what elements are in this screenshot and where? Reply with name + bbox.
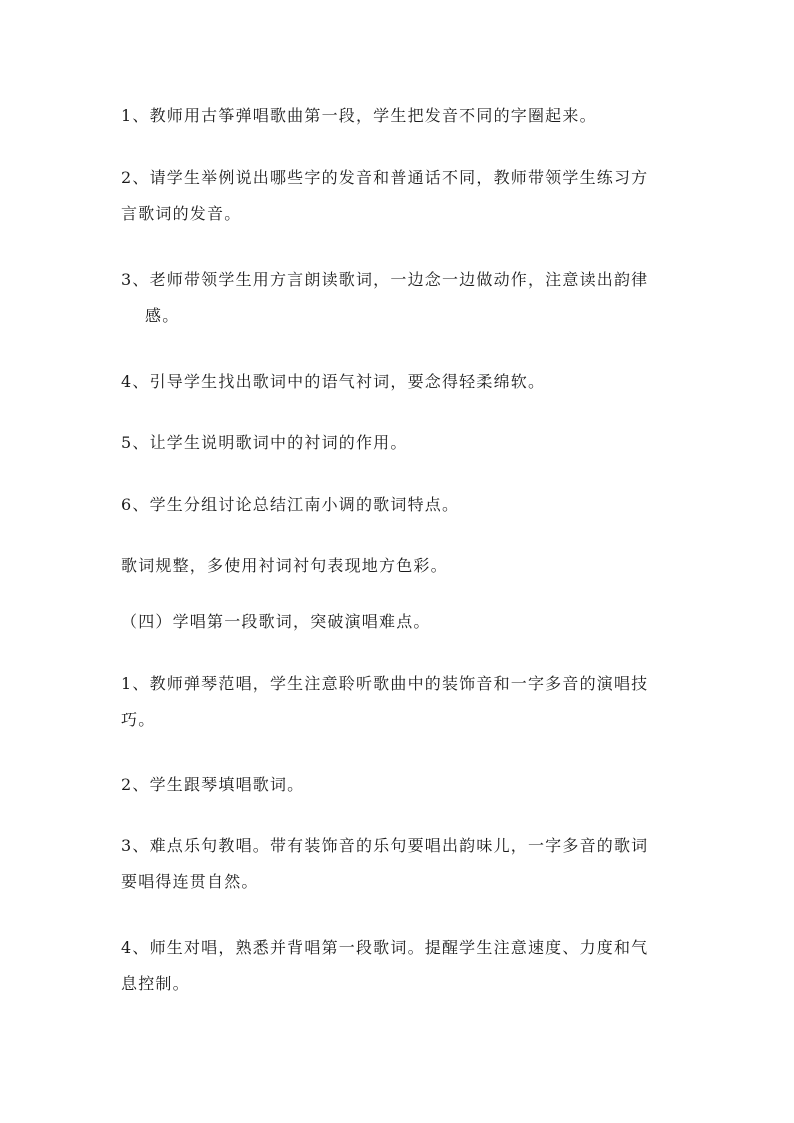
paragraph-step-4-filler-words xyxy=(121,364,681,400)
text-line: （四）学唱第一段歌词，突破演唱难点。 xyxy=(121,612,431,631)
paragraph-step-1-circle-words xyxy=(121,98,681,134)
paragraph-step-3-recite-lyrics xyxy=(121,262,681,334)
text-line: 3、老师带领学生用方言朗读歌词，一边念一边做动作，注意读出韵律 xyxy=(121,270,649,289)
paragraph-sing-step-2-fill-lyrics xyxy=(121,767,681,803)
paragraph-step-2-dialect-pronunciation xyxy=(121,160,681,232)
text-line: 1、教师用古筝弹唱歌曲第一段，学生把发音不同的字圈起来。 xyxy=(121,106,597,125)
paragraph-step-6-group-discussion xyxy=(121,487,681,523)
text-line: 4、引导学生找出歌词中的语气衬词，要念得轻柔绵软。 xyxy=(121,372,546,391)
paragraph-lyrics-summary xyxy=(121,548,681,584)
text-line: 2、请学生举例说出哪些字的发音和普通话不同，教师带领学生练习方 xyxy=(121,168,649,187)
text-line: 感。 xyxy=(145,306,180,325)
text-line: 5、让学生说明歌词中的衬词的作用。 xyxy=(121,433,408,452)
text-line: 息控制。 xyxy=(121,974,190,993)
text-line: 2、学生跟琴填唱歌词。 xyxy=(121,775,305,794)
section-heading-4 xyxy=(121,604,681,640)
text-line: 歌词规整，多使用衬词衬句表现地方色彩。 xyxy=(121,556,448,575)
text-line: 1、教师弹琴范唱，学生注意聆听歌曲中的装饰音和一字多音的演唱技 xyxy=(121,674,649,693)
text-line: 3、难点乐句教唱。带有装饰音的乐句要唱出韵味儿，一字多音的歌词 xyxy=(121,836,649,855)
paragraph-sing-step-4-duet xyxy=(121,930,681,1002)
text-line: 言歌词的发音。 xyxy=(121,204,242,223)
paragraph-sing-step-1-model-singing xyxy=(121,666,681,738)
paragraph-sing-step-3-difficult-phrases xyxy=(121,828,681,900)
text-line: 4、师生对唱，熟悉并背唱第一段歌词。提醒学生注意速度、力度和气 xyxy=(121,938,649,957)
paragraph-step-5-filler-function xyxy=(121,425,681,461)
text-line: 6、学生分组讨论总结江南小调的歌词特点。 xyxy=(121,495,460,514)
text-line: 巧。 xyxy=(121,710,156,729)
text-line: 要唱得连贯自然。 xyxy=(121,872,259,891)
